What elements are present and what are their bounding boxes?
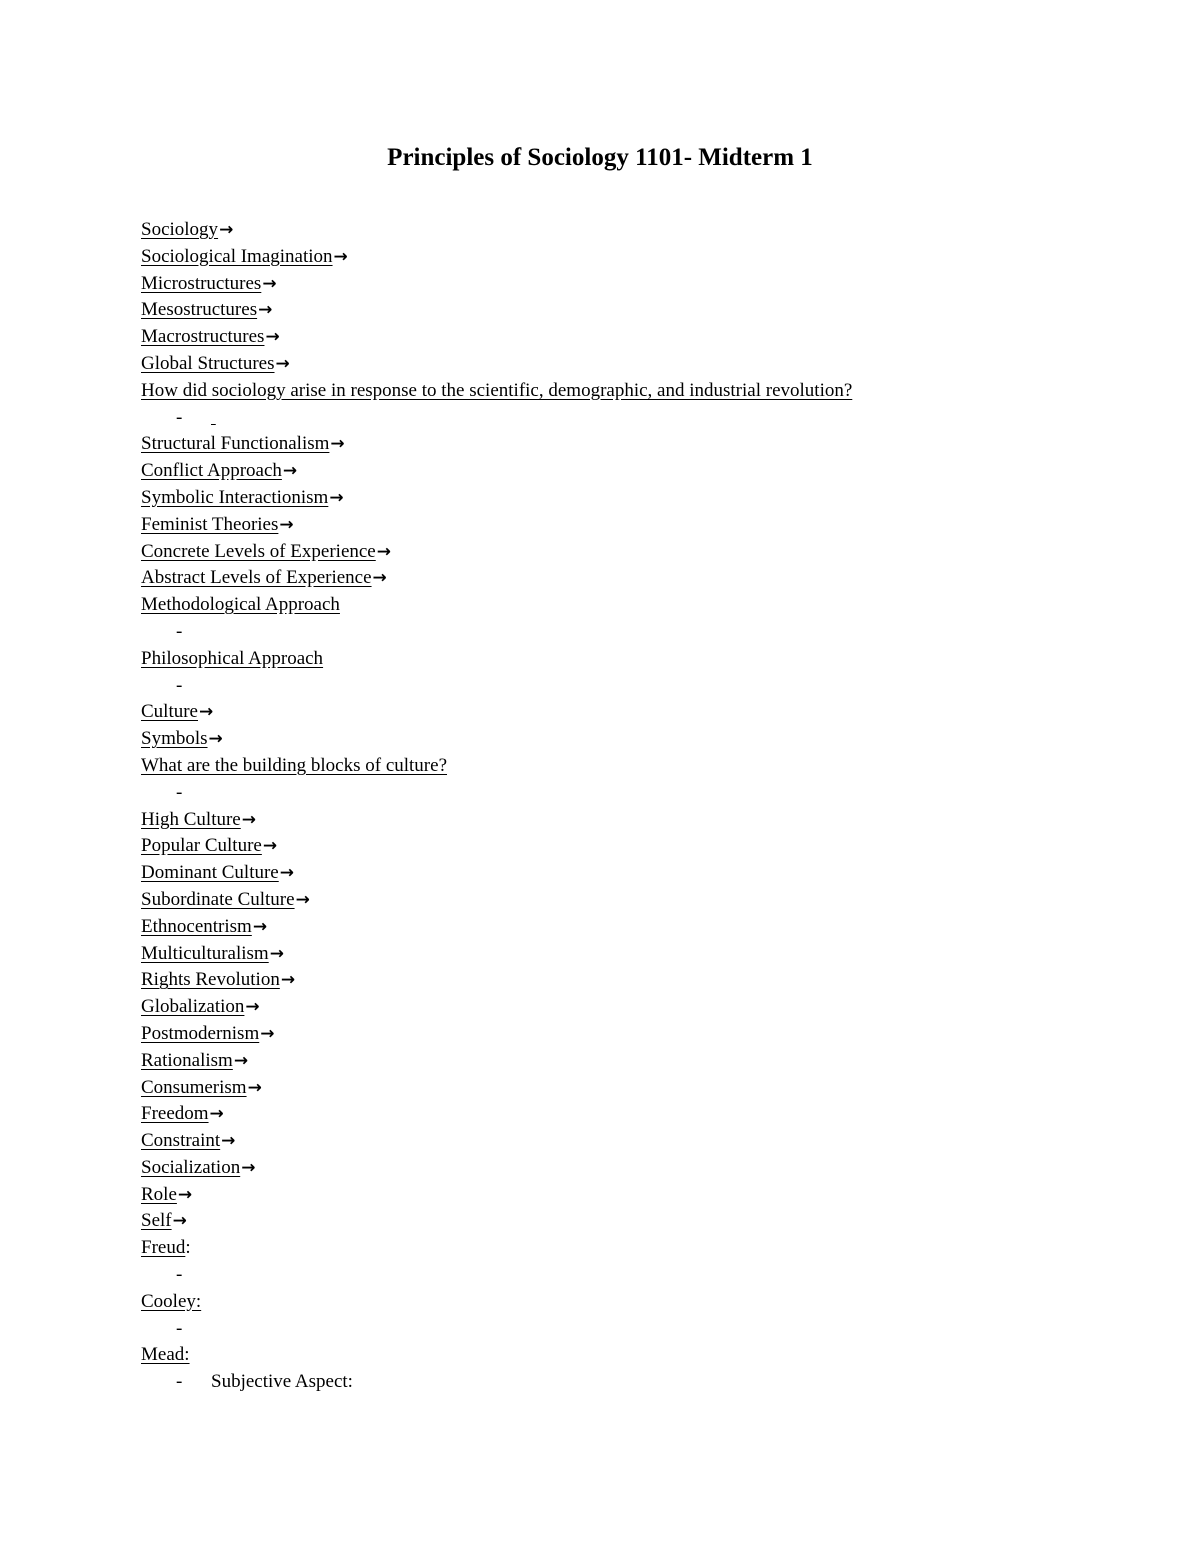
term-label: Freedom: [141, 1103, 209, 1125]
term-line: [141, 431, 1101, 458]
term-label: Microstructures: [141, 272, 262, 294]
term-line: [141, 297, 1101, 324]
term-line: [141, 217, 1101, 244]
term-line: [141, 1235, 1101, 1262]
term-line: [141, 378, 1101, 405]
arrow-right-icon: →: [245, 997, 260, 1018]
term-line: [141, 351, 1101, 378]
bullet-text: Subjective Aspect:: [211, 1371, 353, 1393]
term-label: Role: [141, 1183, 177, 1205]
arrow-right-icon: →: [282, 461, 298, 482]
term-line: [141, 941, 1101, 968]
term-line: [141, 1021, 1101, 1048]
arrow-right-icon: →: [295, 889, 310, 910]
arrow-right-icon: →: [279, 863, 294, 884]
term-line: [141, 807, 1101, 834]
term-label: Philosophical Approach: [141, 647, 324, 669]
term-line: [141, 1289, 1101, 1316]
arrow-right-icon: →: [252, 916, 268, 937]
term-line: [141, 699, 1101, 726]
arrow-right-icon: →: [330, 434, 345, 455]
arrow-right-icon: →: [241, 809, 256, 830]
dash-bullet-icon: -: [176, 406, 183, 428]
arrow-right-icon: →: [247, 1077, 262, 1098]
term-label: Culture: [141, 701, 198, 723]
term-label: Freud: [141, 1237, 186, 1259]
term-line: [141, 833, 1101, 860]
term-label: Sociology: [141, 219, 219, 240]
arrow-right-icon: →: [265, 327, 280, 348]
arrow-right-icon: →: [209, 1104, 224, 1125]
term-line: [141, 967, 1101, 994]
term-line: [141, 512, 1101, 539]
term-label: Postmodernism: [141, 1022, 260, 1044]
arrow-right-icon: →: [219, 220, 234, 240]
arrow-right-icon: →: [280, 970, 296, 991]
notes-list: [141, 217, 1101, 1396]
term-label: Mesostructures: [141, 299, 258, 321]
term-line: [141, 244, 1101, 271]
term-line: [141, 646, 1101, 673]
bullet-line: [141, 1369, 1101, 1396]
arrow-right-icon: →: [221, 1131, 236, 1152]
arrow-right-icon: →: [269, 943, 284, 964]
term-line: [141, 1101, 1101, 1128]
term-line: [141, 324, 1101, 351]
arrow-right-icon: →: [333, 246, 348, 267]
arrow-right-icon: →: [258, 300, 273, 321]
term-label: Symbolic Interactionism: [141, 486, 329, 508]
term-line: [141, 1155, 1101, 1182]
term-line: [141, 887, 1101, 914]
term-label: Popular Culture: [141, 835, 262, 857]
term-label: Rights Revolution: [141, 969, 280, 991]
term-line: [141, 539, 1101, 566]
term-label: Conflict Approach: [141, 460, 282, 482]
dash-bullet-icon: -: [176, 1371, 183, 1393]
term-line: [141, 1075, 1101, 1102]
term-line: [141, 1208, 1101, 1235]
term-line: [141, 1342, 1101, 1369]
term-line: [141, 753, 1101, 780]
bullet-line: [141, 1262, 1101, 1289]
term-label: Concrete Levels of Experience: [141, 540, 376, 562]
dash-bullet-icon: -: [176, 1264, 183, 1286]
dash-bullet-icon: -: [176, 674, 183, 696]
dash-bullet-icon: -: [176, 1317, 183, 1339]
term-label: Global Structures: [141, 352, 275, 374]
arrow-right-icon: →: [262, 273, 277, 294]
term-line: [141, 592, 1101, 619]
arrow-right-icon: →: [241, 1157, 256, 1178]
bullet-line: [141, 780, 1101, 807]
bullet-line: [141, 619, 1101, 646]
term-label: Dominant Culture: [141, 862, 279, 884]
term-label: Symbols: [141, 728, 208, 750]
term-label: Mead:: [141, 1344, 190, 1366]
blank-underline: [211, 405, 223, 432]
term-label: Abstract Levels of Experience: [141, 567, 372, 589]
term-label: Subordinate Culture: [141, 888, 295, 910]
term-label: Multiculturalism: [141, 942, 269, 964]
term-line: [141, 485, 1101, 512]
term-line: [141, 1182, 1101, 1209]
term-label: What are the building blocks of culture?: [141, 754, 448, 776]
term-line: [141, 1048, 1101, 1075]
term-label: Feminist Theories: [141, 513, 279, 535]
document-title: Principles of Sociology 1101- Midterm 1: [387, 144, 813, 171]
arrow-right-icon: →: [177, 1184, 193, 1205]
term-suffix: :: [185, 1237, 191, 1259]
dash-bullet-icon: -: [176, 781, 183, 803]
arrow-right-icon: →: [279, 514, 294, 535]
term-line: [141, 565, 1101, 592]
term-line: [141, 914, 1101, 941]
bullet-line: [141, 405, 1101, 432]
bullet-line: [141, 673, 1101, 700]
term-label: Rationalism: [141, 1049, 233, 1071]
term-label: Sociological Imagination: [141, 245, 333, 267]
term-label: Consumerism: [141, 1076, 247, 1098]
term-line: [141, 726, 1101, 753]
term-line: [141, 1128, 1101, 1155]
term-label: Self: [141, 1210, 172, 1232]
term-label: High Culture: [141, 808, 241, 830]
term-label: How did sociology arise in response to the scientific, demographic, and industrial revolution?: [141, 379, 853, 401]
term-label: Methodological Approach: [141, 594, 340, 616]
term-label: Constraint: [141, 1130, 221, 1152]
term-label: Cooley:: [141, 1290, 202, 1312]
arrow-right-icon: →: [199, 702, 214, 723]
term-line: [141, 458, 1101, 485]
term-label: Socialization: [141, 1156, 241, 1178]
arrow-right-icon: →: [233, 1050, 249, 1071]
arrow-right-icon: →: [329, 487, 344, 508]
term-line: [141, 994, 1101, 1021]
arrow-right-icon: →: [260, 1023, 275, 1044]
arrow-right-icon: →: [372, 568, 387, 589]
term-line: [141, 271, 1101, 298]
term-label: Globalization: [141, 996, 245, 1018]
arrow-right-icon: →: [262, 836, 278, 857]
dash-bullet-icon: -: [176, 620, 183, 642]
bullet-line: [141, 1316, 1101, 1343]
term-label: Ethnocentrism: [141, 915, 252, 937]
term-line: [141, 860, 1101, 887]
arrow-right-icon: →: [275, 353, 290, 374]
arrow-right-icon: →: [376, 541, 391, 562]
term-label: Macrostructures: [141, 326, 265, 348]
term-label: Structural Functionalism: [141, 433, 330, 455]
arrow-right-icon: →: [208, 729, 223, 750]
arrow-right-icon: →: [172, 1211, 187, 1232]
